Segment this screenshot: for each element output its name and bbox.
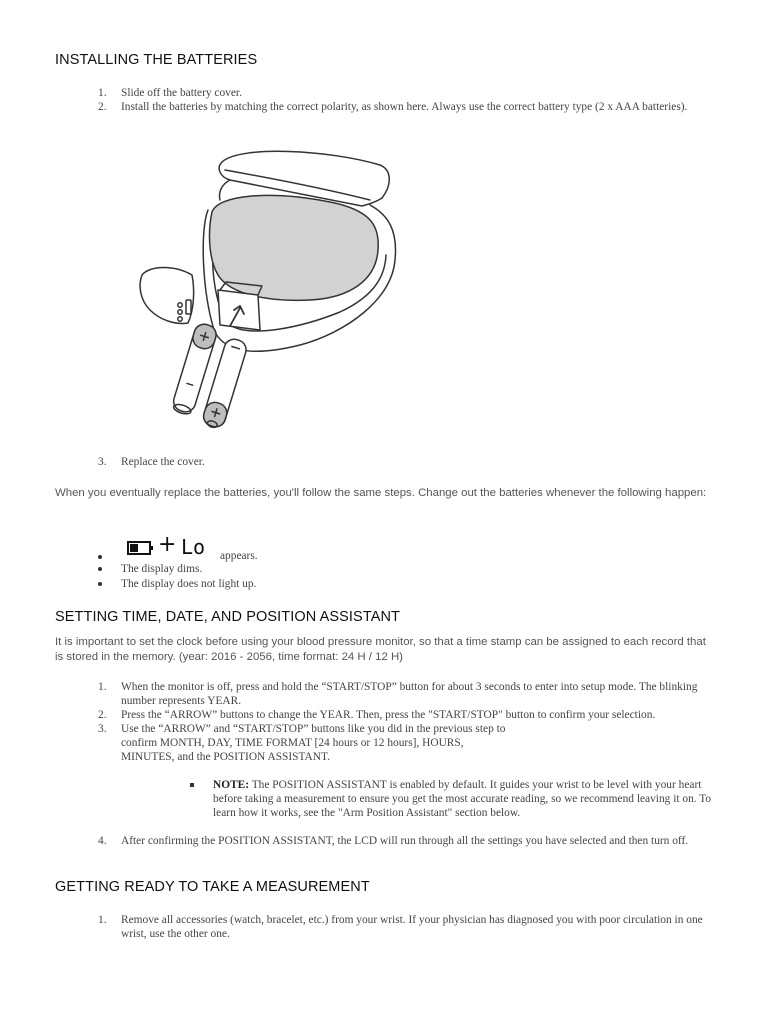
list-item: 4. After confirming the POSITION ASSISTANT, the LCD will run through all the settings you have selected and then turn off.: [98, 835, 689, 847]
list-item: The display does not light up.: [98, 577, 698, 592]
section-title-setting-time: SETTING TIME, DATE, AND POSITION ASSISTANT: [55, 609, 400, 625]
section-title-getting-ready: GETTING READY TO TAKE A MEASUREMENT: [55, 879, 370, 895]
battery-installation-illustration: [130, 140, 410, 440]
setting-steps-list: [98, 680, 718, 764]
list-item: 1. Slide off the battery cover.: [98, 87, 242, 99]
setting-steps-list-continued: [98, 834, 718, 848]
battery-signs-list: [98, 532, 698, 592]
list-item: 3. Use the “ARROW” and “START/STOP” buttons like you did in the previous step to confirm MONTH, DAY, TIME FORMAT [24 hours or 12 hours], HOURS, MINUTES, and the POSITION ASSISTANT.: [98, 723, 506, 763]
list-item: 1. When the monitor is off, press and hold the “START/STOP” button for about 3 seconds to enter into setup mode. The blinking number represents YEAR.: [98, 681, 698, 707]
list-item: 2. Press the “ARROW” buttons to change the YEAR. Then, press the "START/STOP" button to confirm your selection.: [98, 709, 656, 721]
setting-time-intro: It is important to set the clock before using your blood pressure monitor, so that a time stamp can be assigned to each record that is stored in the memory. (year: 2016 - 2056, time format: 24 H / 12 H): [55, 636, 706, 663]
measurement-steps-list: [98, 913, 718, 941]
list-item: 2. Install the batteries by matching the correct polarity, as shown here. Always use the correct battery type (2 x AAA batteries).: [98, 101, 688, 113]
list-item: 1. Remove all accessories (watch, bracelet, etc.) from your wrist. If your physician has diagnosed you with poor circulation in one wrist, use the other one.: [98, 914, 703, 940]
section-title-installing-batteries: INSTALLING THE BATTERIES: [55, 52, 258, 68]
battery-steps-list: [98, 86, 718, 114]
low-battery-icon: + Lo: [126, 538, 216, 558]
list-item: 3. Replace the cover.: [98, 456, 205, 468]
replace-batteries-paragraph: When you eventually replace the batteries, you'll follow the same steps. Change out the batteries whenever the following happen:: [55, 487, 707, 499]
list-item: + Lo appears.: [98, 540, 698, 562]
list-item: The display dims.: [98, 562, 698, 577]
position-assistant-note: NOTE: The POSITION ASSISTANT is enabled by default. It guides your wrist to be level with your heart before taking a measurement to ensure you get the most accurate reading, so we recommend leaving it on. To learn how it works, see the "Arm Position Assistant" section below.: [190, 778, 715, 820]
battery-steps-list-continued: [98, 455, 718, 469]
